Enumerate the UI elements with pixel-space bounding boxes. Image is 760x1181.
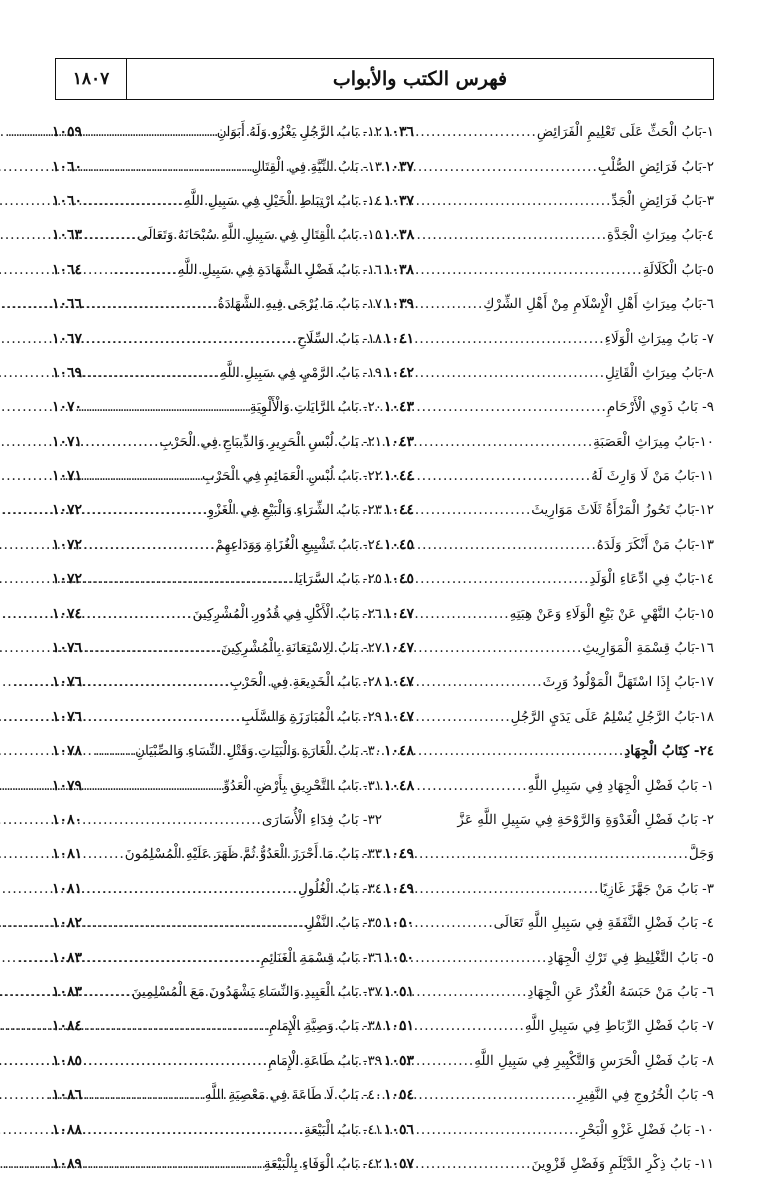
toc-entry <box>52 700 382 734</box>
toc-entry-page: ١٠٣٦ <box>384 124 415 141</box>
toc-entry <box>384 665 714 699</box>
toc-entry <box>384 425 714 459</box>
toc-entry-page: ١٠٧٢ <box>52 536 83 553</box>
toc-entry <box>52 321 382 355</box>
toc-entry-page: ١٠٥١ <box>384 983 415 1000</box>
toc-entry-page: ١٠٤٨ <box>384 777 415 794</box>
toc-entry <box>52 1009 382 1043</box>
toc-entry <box>384 562 714 596</box>
toc-entry-title: ٩- بَابُ ذَوِي الْأَرْحَامِ <box>606 399 714 416</box>
dot-leader <box>84 434 159 450</box>
toc-entry-page: ١٠٤٧ <box>384 640 415 657</box>
dot-leader <box>416 743 624 759</box>
toc-entry-page: ١٠٤٥ <box>384 571 415 588</box>
dot-leader <box>416 124 537 140</box>
toc-entry-page: ١٠٣٨ <box>384 261 415 278</box>
toc-entry <box>52 596 382 630</box>
dot-leader <box>84 950 261 966</box>
toc-entry-title: ١-بَابُ الْحَثِّ عَلَى تَعْلِيمِ الْفَرَائِضِ <box>536 124 714 141</box>
dot-leader <box>416 296 483 312</box>
dot-leader <box>84 296 218 312</box>
dot-leader <box>84 674 229 690</box>
dot-leader <box>416 571 589 587</box>
toc-entry-title: ١١-بَابُ مَنْ لَا وَارِثَ لَهُ <box>591 468 714 485</box>
toc-entry-title: ١٧-بَابُ إِذَا اسْتَهَلَّ الْمَوْلُودُ وَرِثَ <box>542 674 714 691</box>
toc-entry-title: ٢٨- بَابُ الْخَدِيعَةِ فِي الْحَرْبِ <box>229 674 382 691</box>
toc-entry-page: ١٠٣٩ <box>384 296 415 313</box>
dot-leader <box>416 227 607 243</box>
toc-entry <box>52 631 382 665</box>
toc-entry-title: ٣٨- بَابُ وَصِيَّةِ الْإِمَامِ <box>269 1018 382 1035</box>
toc-entry-title: ٤٠- بَابُ لَا طَاعَةَ فِي مَعْصِيَةِ اللَّهِ <box>204 1087 382 1104</box>
toc-entry-title: ٢-بَابُ فَرَائِضِ الصُّلْبِ <box>597 158 714 175</box>
toc-entry-title: ٣٥- بَابُ النَّفْلِ <box>304 915 382 932</box>
toc-entry <box>384 1147 714 1181</box>
toc-entry-page: ١٠٥٣ <box>384 1052 415 1069</box>
toc-entry <box>384 768 714 802</box>
toc-entry-title: ٩- بَابُ الْخُرُوجِ فِي النَّفِيرِ <box>577 1087 714 1104</box>
toc-entry-title: ٤٢- بَابُ الْوَفَاءِ بِالْبَيْعَةِ <box>263 1155 382 1172</box>
toc-entry-title: ١٨- بَابُ السِّلَاحِ <box>297 330 382 347</box>
toc-entry-page: ١٠٦٠ <box>52 192 83 209</box>
toc-entry-page: ١٠٦٠ <box>52 158 83 175</box>
toc-entry <box>384 356 714 390</box>
toc-entry-page: ١٠٨٣ <box>52 949 83 966</box>
dot-leader <box>84 1087 205 1103</box>
dot-leader <box>416 709 511 725</box>
toc-entry-title: ٢٦- بَابُ الْأَكْلِ فِي قُدُورِ الْمُشْرِكِينَ <box>192 605 382 622</box>
toc-entry-page: ١٠٧٦ <box>52 708 83 725</box>
toc-entry-title: ٧- بَابُ فَضْلِ الرِّبَاطِ فِي سَبِيلِ اللَّهِ <box>524 1018 714 1035</box>
toc-entry-page: ١٠٧١ <box>52 433 83 450</box>
toc-entry-page: ١٠٦٩ <box>52 364 83 381</box>
toc-entry-title: ٤١- بَابُ الْبَيْعَةِ <box>303 1121 382 1138</box>
toc-entry <box>384 253 714 287</box>
dot-leader <box>416 1122 580 1138</box>
toc-entry-title: ١٥- بَابُ الْقِتَالِ فِي سَبِيلِ اللَّهِ سُبْحَانَهُ وَتَعَالَى <box>137 227 382 244</box>
dot-leader <box>416 537 597 553</box>
toc-entry <box>384 631 714 665</box>
dot-leader <box>84 262 178 278</box>
toc-entry-page: ١٠٦٧ <box>52 330 83 347</box>
toc-entry <box>384 940 714 974</box>
toc-entry-title: ٣٩- بَابُ طَاعَةِ الْإِمَامِ <box>268 1052 382 1069</box>
toc-book-heading <box>384 734 714 768</box>
toc-entry-title: ١٠-بَابُ مِيرَاثِ الْعَصَبَةِ <box>593 433 714 450</box>
dot-leader <box>84 606 192 622</box>
dot-leader <box>416 1087 577 1103</box>
toc-entry-title: ٣-بَابُ فَرَائِضِ الْجَدِّ <box>611 192 714 209</box>
toc-entry-title: ٧- بَابُ مِيرَاثِ الْوَلَاءِ <box>604 330 714 347</box>
toc-entry-page: ١٠٤٣ <box>384 399 415 416</box>
toc-entry <box>384 321 714 355</box>
toc-entry-title: ٢١- بَابُ لُبْسِ الْحَرِيرِ وَالدِّيبَاجِ فِي الْحَرْبِ <box>159 433 382 450</box>
toc-entry <box>384 528 714 562</box>
toc-entry-title: ٢٤- كِتَابُ الْجِهَادِ <box>624 743 714 760</box>
toc-entry <box>52 1147 382 1181</box>
toc-entry-page: ١٠٥٧ <box>384 1155 415 1172</box>
dot-leader <box>84 846 125 862</box>
toc-entry-page: ١٠٧٤ <box>52 605 83 622</box>
toc-entry <box>384 1044 714 1078</box>
toc-entry-page: ١٠٤٤ <box>384 502 415 519</box>
dot-leader <box>416 984 527 1000</box>
toc-entry-page: ١٠٨٥ <box>52 1052 83 1069</box>
page-header <box>55 58 714 100</box>
dot-leader <box>416 502 531 518</box>
toc-entry-page: ١٠٧٠ <box>52 399 83 416</box>
dot-leader <box>416 262 642 278</box>
dot-leader <box>84 881 298 897</box>
toc-entry-title: ٢٥- بَابُ السَّرَايَا <box>294 571 382 588</box>
toc-entry <box>52 872 382 906</box>
toc-entry-page: ١٠٤٩ <box>384 846 415 863</box>
toc-entry <box>52 528 382 562</box>
toc-entry <box>52 115 382 149</box>
toc-entry <box>52 390 382 424</box>
toc-entry-page: ١٠٨١ <box>52 846 83 863</box>
toc-entry-page: ١٠٧٨ <box>52 743 83 760</box>
toc-entry-title: ٨- بَابُ فَضْلِ الْحَرَسِ وَالتَّكْبِيرِ فِي سَبِيلِ اللَّهِ <box>474 1052 714 1069</box>
dot-leader <box>416 1018 525 1034</box>
toc-entry-page: ١٠٥١ <box>384 1018 415 1035</box>
dot-leader <box>84 709 241 725</box>
dot-leader <box>84 915 305 931</box>
dot-leader <box>416 434 593 450</box>
toc-entry <box>384 493 714 527</box>
toc-entry <box>384 803 714 837</box>
toc-entry <box>52 425 382 459</box>
toc-entry <box>384 184 714 218</box>
toc-entry-page: ١٠٣٧ <box>384 192 415 209</box>
toc-entry <box>52 493 382 527</box>
toc-entry <box>52 1078 382 1112</box>
toc-entry <box>384 700 714 734</box>
dot-leader <box>416 159 598 175</box>
toc-entry-title: ٣- بَابُ مَنْ جَهَّزَ غَازِيًا <box>599 880 714 897</box>
toc-entry <box>52 562 382 596</box>
toc-entry-page: ١٠٤٧ <box>384 605 415 622</box>
dot-leader <box>84 640 221 656</box>
dot-leader <box>84 1156 264 1172</box>
toc-entry <box>384 975 714 1009</box>
toc-entry-page: ١٠٨٩ <box>52 1155 83 1172</box>
toc-entry-title: ٢٩- بَابُ الْمُبَارَزَةِ وَالسَّلَبِ <box>241 708 382 725</box>
toc-entry-page: ١٠٥٠ <box>384 949 415 966</box>
toc-entry-page: ١٠٦٤ <box>52 261 83 278</box>
toc-left-column <box>52 115 382 1181</box>
dot-leader <box>84 502 208 518</box>
toc-entry-title: ٣٧- بَابُ الْعَبِيدِ وَالنِّسَاءِ يَشْهَدُونَ مَعَ الْمُسْلِمِينَ <box>131 983 382 1000</box>
dot-leader <box>84 124 217 140</box>
toc-entry-page: ١٠٨٦ <box>52 1087 83 1104</box>
toc-entry-title: ١٤-بَابٌ فِي ادِّعَاءِ الْوَلَدِ <box>589 571 714 588</box>
toc-entry-title: ١٦-بَابُ قِسْمَةِ الْمَوَارِيثِ <box>582 640 714 657</box>
toc-entry-title: ١١- بَابُ ذِكْرِ الدَّيْلَمِ وَفَضْلِ قَزْوِينَ <box>531 1155 714 1172</box>
toc-entry <box>384 1009 714 1043</box>
toc-entry-page: ١٠٨١ <box>52 880 83 897</box>
dot-leader <box>416 399 607 415</box>
page-title: فهرس الكتب والأبواب <box>332 68 508 90</box>
toc-entry <box>384 872 714 906</box>
toc-entry-page: ١٠٤٢ <box>384 364 415 381</box>
dot-leader <box>416 331 605 347</box>
toc-entry-page: ١٠٨٠ <box>52 812 83 828</box>
dot-leader <box>84 1122 304 1138</box>
toc-entry-title: ١٦- بَابُ فَضْلِ الشَّهَادَةِ فِي سَبِيلِ اللَّهِ <box>177 261 382 278</box>
toc-entry-page: ١٠٧٢ <box>52 571 83 588</box>
toc-entry-title: وَجَلَّ <box>688 846 714 863</box>
toc-entry-page: ١٠٣٧ <box>384 158 415 175</box>
toc-entry-title: ٣٢- بَابُ فِدَاءِ الْأُسَارَى <box>261 812 382 828</box>
toc-entry-title: ١٩- بَابُ الرَّمْيِ فِي سَبِيلِ اللَّهِ <box>220 364 382 381</box>
toc-entry-title: ١٧- بَابُ مَا يُرْجَى فِيهِ الشَّهَادَةُ <box>217 296 382 313</box>
toc-entry-page: ١٠٧٩ <box>52 777 83 794</box>
dot-leader <box>416 468 591 484</box>
toc-entry-page: ١٠٥٤ <box>384 1087 415 1104</box>
dot-leader <box>84 812 262 828</box>
toc-entry-title: ١٢-بَابُ تَحُوزُ الْمَرْأَةُ ثَلَاثَ مَوَارِيثَ <box>531 502 714 519</box>
toc-entry-page: ١٠٥٩ <box>52 124 83 141</box>
dot-leader <box>84 159 251 175</box>
toc-entry-page: ١٠٤٩ <box>384 880 415 897</box>
dot-leader <box>84 468 202 484</box>
toc-entry-title: ٦- بَابُ مَنْ حَبَسَهُ الْعُذْرُ عَنِ الْجِهَادِ <box>527 983 714 1000</box>
toc-right-column <box>384 115 714 1181</box>
toc-entry-page: ١٠٧٦ <box>52 640 83 657</box>
toc-entry-title: ٢٧- بَابُ الِاسْتِعَانَةِ بِالْمُشْرِكِينَ <box>220 640 382 657</box>
toc-entry-title: ١٠- بَابُ فَضْلِ غَزْوِ الْبَحْرِ <box>579 1121 714 1138</box>
toc-entry-page: ١٠٥٦ <box>384 1121 415 1138</box>
toc-entry-page: ١٠٤٧ <box>384 674 415 691</box>
dot-leader <box>84 331 297 347</box>
dot-leader <box>416 606 510 622</box>
toc-entry-page: ١٠٤١ <box>384 330 415 347</box>
dot-leader <box>84 193 184 209</box>
toc-entry-page: ١٠٧١ <box>52 468 83 485</box>
toc-entry <box>52 940 382 974</box>
dot-leader <box>84 1053 268 1069</box>
toc-entry-page: ١٠٦٦ <box>52 296 83 313</box>
dot-leader <box>84 571 295 587</box>
dot-leader <box>416 365 605 381</box>
toc-entry <box>52 975 382 1009</box>
dot-leader <box>416 1156 531 1172</box>
toc-entry-page: ١٠٦٣ <box>52 227 83 244</box>
dot-leader <box>416 778 527 794</box>
toc-entry <box>52 1112 382 1146</box>
toc-entry <box>52 459 382 493</box>
toc-entry-page: ١٠٤٥ <box>384 536 415 553</box>
dot-leader <box>84 984 132 1000</box>
toc-entry-page: ١٠٤٤ <box>384 468 415 485</box>
toc-entry-title: ١- بَابُ فَضْلِ الْجِهَادِ فِي سَبِيلِ اللَّهِ <box>527 777 714 794</box>
toc-entry <box>52 1044 382 1078</box>
toc-entry <box>52 287 382 321</box>
toc-entry <box>384 906 714 940</box>
toc-entry <box>52 768 382 802</box>
toc-entry-title: ٤-بَابُ مِيرَاثِ الْجَدَّةِ <box>607 227 714 244</box>
dot-leader <box>416 846 689 862</box>
toc-entry-title: ٣٤- بَابُ الْغُلُولِ <box>298 880 382 897</box>
toc-entry <box>384 149 714 183</box>
toc-entry-page: ١٠٤٧ <box>384 708 415 725</box>
dot-leader <box>84 227 137 243</box>
toc-entry-title: ١٣-بَابُ مَنْ أَنْكَرَ وَلَدَهُ <box>596 536 714 553</box>
toc-entry-title: ١٣- بَابُ النِّيَّةِ فِي الْقِتَالِ <box>251 158 382 175</box>
toc-entry-page: ١٠٨٣ <box>52 983 83 1000</box>
dot-leader <box>416 915 494 931</box>
toc-entry <box>384 115 714 149</box>
toc-entry <box>52 149 382 183</box>
toc-entry-title: ٣١- بَابُ التَّحْرِيقِ بِأَرْضِ الْعَدُوِّ <box>223 777 382 794</box>
toc-entry-title: ٢٤- بَابُ تَشْيِيعِ الْغُزَاةِ وَوَدَاعِهِمْ <box>215 536 382 553</box>
dot-leader <box>416 640 582 656</box>
dot-leader <box>416 881 599 897</box>
toc-entry-title: ٢٠- بَابُ الرَّايَاتِ وَالْأَلْوِيَةِ <box>249 399 382 416</box>
toc-entry <box>52 734 382 768</box>
toc-entry <box>384 596 714 630</box>
toc-entry-title: ١٢- بَابُ الرَّجُلِ يَغْزُو وَلَهُ أَبَوَانِ <box>216 124 382 141</box>
toc-entry-page: ١٠٣٨ <box>384 227 415 244</box>
toc-entry-page: ١٠٤٨ <box>384 743 415 760</box>
toc-entry <box>52 906 382 940</box>
toc-entry <box>384 287 714 321</box>
dot-leader <box>84 365 220 381</box>
dot-leader <box>84 1018 269 1034</box>
toc-entry-page: ١٠٥٠ <box>384 915 415 932</box>
toc-entry <box>384 1078 714 1112</box>
toc-entry-title: ٥- بَابُ التَّغْلِيظِ فِي تَرْكِ الْجِهَادِ <box>547 949 714 966</box>
toc-entry-title: ٣٣- بَابُ مَا أَحْرَزَ الْعَدُوُّ ثُمَّ ظَهَرَ عَلَيْهِ الْمُسْلِمُونَ <box>124 846 382 863</box>
toc-entry <box>384 459 714 493</box>
toc-entry <box>52 665 382 699</box>
toc-entry <box>52 218 382 252</box>
toc-entry <box>52 803 382 837</box>
toc-entry <box>52 356 382 390</box>
dot-leader <box>84 743 135 759</box>
toc-entry <box>52 184 382 218</box>
toc-entry-page: ١٠٨٨ <box>52 1121 83 1138</box>
toc-entry-page: ١٠٧٦ <box>52 674 83 691</box>
toc-entry-page: ١٠٤٣ <box>384 433 415 450</box>
toc-entry-title: ٦-بَابُ مِيرَاثِ أَهْلِ الْإِسْلَامِ مِنْ أَهْلِ الشِّرْكِ <box>483 296 714 313</box>
toc-entry <box>384 218 714 252</box>
toc-entry-page: ١٠٨٢ <box>52 915 83 932</box>
dot-leader <box>416 674 543 690</box>
toc-entry-title: ٢٢- بَابُ لُبْسِ الْعَمَائِمِ فِي الْحَرْبِ <box>202 468 382 485</box>
toc-entry-title: ١٥-بَابُ النَّهْيِ عَنْ بَيْعِ الْوَلَاءِ وَعَنْ هِبَتِهِ <box>509 605 714 622</box>
dot-leader <box>416 1053 474 1069</box>
toc-entry-page: ١٠٨٤ <box>52 1018 83 1035</box>
toc-entry-title: ٣٠- بَابُ الْغَارَةِ وَالْبَيَاتِ وَقَتْلِ النِّسَاءِ وَالصِّبْيَانِ <box>135 743 382 760</box>
toc-entry <box>52 253 382 287</box>
toc-entry <box>384 837 714 871</box>
toc-entry-title: ٢- بَابُ فَضْلِ الْغَدْوَةِ وَالرَّوْحَةِ فِي سَبِيلِ اللَّهِ عَزَّ <box>457 812 714 828</box>
dot-leader <box>84 537 215 553</box>
toc-entry-title: ٤- بَابُ فَضْلِ النَّفَقَةِ فِي سَبِيلِ اللَّهِ تَعَالَى <box>493 915 714 932</box>
toc-entry <box>384 1112 714 1146</box>
toc-entry <box>52 837 382 871</box>
toc-entry-title: ٢٣- بَابُ الشِّرَاءِ وَالْبَيْعِ فِي الْغَزْوِ <box>207 502 382 519</box>
page-number: ١٨٠٧ <box>56 59 127 99</box>
dot-leader <box>416 950 547 966</box>
toc-entry <box>384 390 714 424</box>
toc-entry-page: ١٠٧٢ <box>52 502 83 519</box>
dot-leader <box>416 193 611 209</box>
toc-entry-title: ٥-بَابُ الْكَلَالَةِ <box>642 261 714 278</box>
dot-leader <box>84 399 250 415</box>
toc-entry-title: ١٤- بَابُ ارْتِبَاطِ الْخَيْلِ فِي سَبِيلِ اللَّهِ <box>184 192 382 209</box>
toc-entry-title: ٣٦- بَابُ قِسْمَةِ الْغَنَائِمِ <box>260 949 382 966</box>
toc-entry-title: ٨-بَابُ مِيرَاثِ الْقَاتِلِ <box>605 364 714 381</box>
toc-entry-title: ١٨-بَابُ الرَّجُلِ يُسْلِمُ عَلَى يَدَيِ الرَّجُلِ <box>510 708 714 725</box>
dot-leader <box>84 778 223 794</box>
